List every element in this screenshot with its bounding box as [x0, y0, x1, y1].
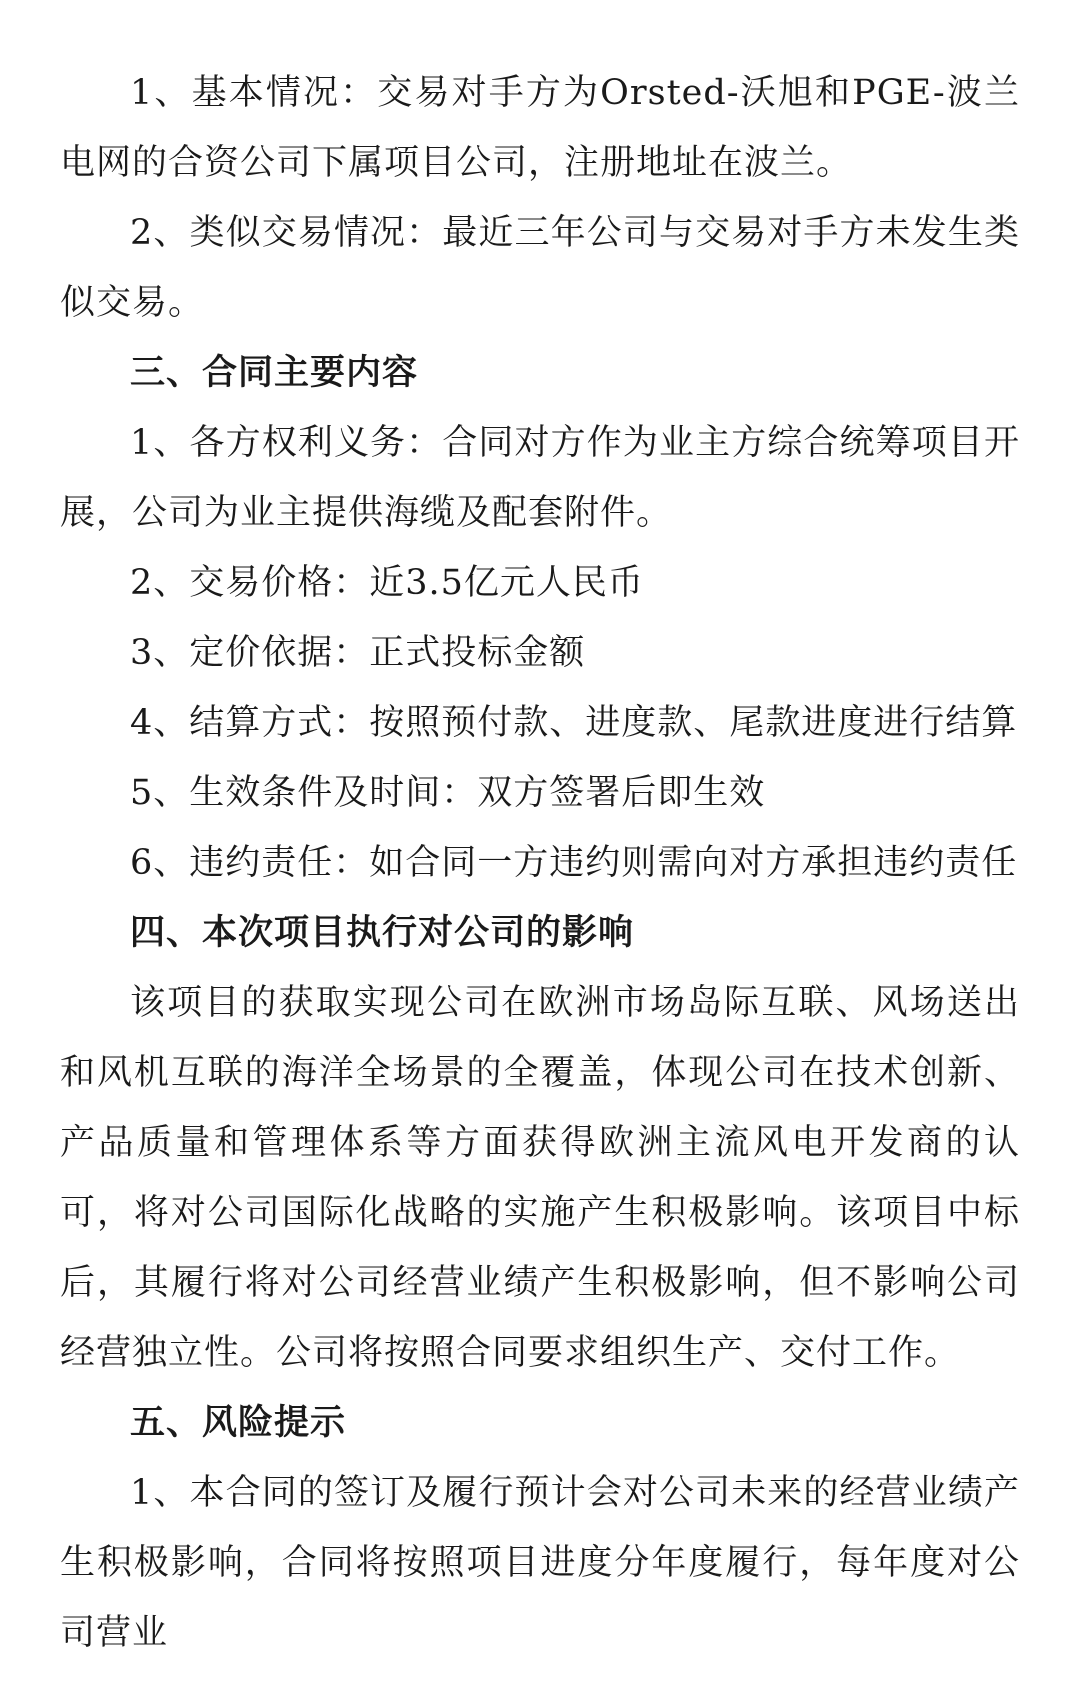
settlement-method: 4、结算方式：按照预付款、进度款、尾款进度进行结算 [130, 703, 1018, 743]
risk-item-1: 1、本合同的签订及履行预计会对公司未来的经营业绩产生积极影响，合同将按照项目进度分年度履行，每年度对公司营业 [60, 1473, 1020, 1653]
breach-liability: 6、违约责任：如合同一方违约则需向对方承担违约责任 [130, 843, 1018, 883]
section-five-heading: 五、风险提示 [130, 1403, 347, 1443]
similar-transactions: 2、类似交易情况：最近三年公司与交易对手方未发生类似交易。 [60, 213, 1020, 323]
transaction-price: 2、交易价格：近3.5亿元人民币 [130, 563, 644, 603]
counterparty-basic-info: 1、基本情况：交易对手方为Orsted-沃旭和PGE-波兰电网的合资公司下属项目公司，注册地址在波兰。 [60, 73, 1020, 183]
section-three-heading: 三、合同主要内容 [130, 353, 419, 393]
rights-obligations: 1、各方权利义务：合同对方作为业主方综合统筹项目开展，公司为业主提供海缆及配套附件。 [60, 423, 1020, 533]
effective-conditions: 5、生效条件及时间：双方签署后即生效 [130, 773, 766, 813]
pricing-basis: 3、定价依据：正式投标金额 [130, 633, 586, 673]
section-four-heading: 四、本次项目执行对公司的影响 [130, 913, 635, 953]
impact-paragraph: 该项目的获取实现公司在欧洲市场岛际互联、风场送出和风机互联的海洋全场景的全覆盖，体现公司在技术创新、产品质量和管理体系等方面获得欧洲主流风电开发商的认可，将对公司国际化战略的实施产生积极影响。该项目中标后，其履行将对公司经营业绩产生积极影响，但不影响公司经营独立性。公司将按照合同要求组织生产、交付工作。 [60, 983, 1020, 1373]
